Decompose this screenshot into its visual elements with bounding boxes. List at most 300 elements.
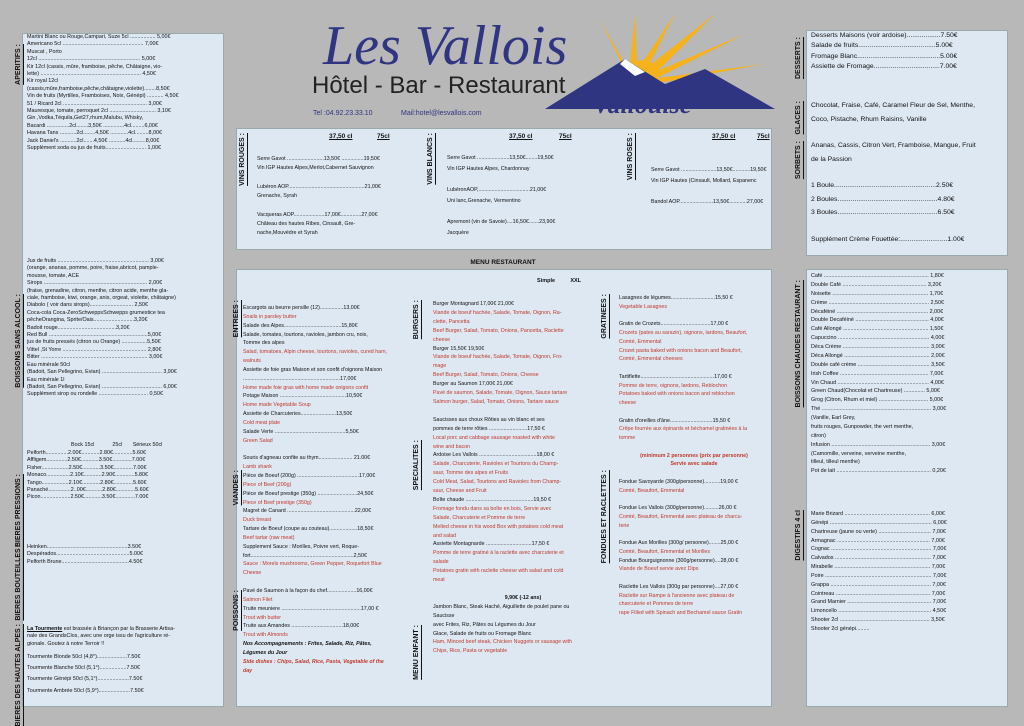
- list-item: Salmon Filet: [243, 596, 273, 603]
- list-item: Vegetable Lasagnes: [619, 303, 668, 310]
- list-item: Badoit rouge.......................................3,20€: [27, 324, 130, 331]
- list-item: Assiette de Charcuteries........................13,50€: [243, 411, 353, 418]
- list-menu-col3: [619, 294, 769, 618]
- section-sans-alcool: BOISSONS SANS ALCOOL :: [15, 294, 22, 388]
- list-item: charcuterie et Pommes de terre: [619, 601, 694, 608]
- list-digestifs: [811, 510, 1005, 634]
- brand-place: Vallouise: [593, 90, 692, 119]
- list-item: [619, 364, 769, 373]
- list-item: [243, 578, 423, 587]
- wine-roses-label: VINS ROSES :: [627, 133, 634, 181]
- list-item: Assiette de Fromage...................................7.00€: [811, 62, 957, 70]
- list-item: Château des hautes Ribes, Cinsault, Gre-: [257, 221, 356, 228]
- list-item: Apremont (vin de Savoie)....16,50€.......23,90€: [447, 219, 556, 226]
- list-item: [433, 585, 613, 594]
- list-item: Burger Montagnard 17,00€ 21,00€: [433, 301, 514, 307]
- section-aperitifs: APERITIFS :: [15, 44, 22, 85]
- list-item: Pomme de terre gratiné à la raclette avec charcuterie et: [433, 550, 564, 557]
- list-item: Truite aux Amandes ...................................18,00€: [243, 623, 360, 630]
- list-item: Heinken......................................................3.50€: [27, 544, 142, 550]
- tourmente-text-0: est brassée à Briançon par la Brasserie Artisa-: [63, 626, 175, 632]
- section-pression: BIERES PRESSIONS :: [15, 474, 22, 548]
- menu-title: MENU RESTAURANT: [470, 259, 536, 266]
- list-item: Crème ................................................................... 2,50€: [811, 299, 945, 306]
- list-item: terie: [619, 522, 630, 529]
- list-item: (Vanille, Earl Grey,: [811, 415, 856, 421]
- list-item: Grenache, Syrah: [257, 193, 298, 200]
- list-item: Boîte chaude ..............................................19,50 €: [433, 496, 552, 503]
- list-item: Despérados.................................................5.00€: [27, 551, 143, 558]
- list-item: Picon....................2.50€............3.50€.............7.00€: [27, 494, 149, 501]
- tourmente-text-1: nale des GrandsClos, avec une orge issu de l'agriculture ré-: [27, 633, 171, 640]
- list-item: Ananas, Cassis, Citron Vert, Framboise, Mangue, Fruit: [811, 142, 976, 149]
- list-item: Kir 12cl (cassis, mûre, framboise, pêche, Châtaigne, vio-: [27, 63, 163, 70]
- list-item: Glace, Salade de fruits ou Fromage Blanc: [433, 630, 532, 637]
- brand-mail: Mail:hotel@lesvallois.com: [401, 110, 482, 117]
- hautes-alpes-intro: [27, 626, 219, 648]
- list-item: [811, 220, 1005, 234]
- logo: [305, 14, 775, 124]
- list-item: Vin IGP Hautes Alpes,Merlot,Cabernet Sauvignon: [257, 165, 374, 172]
- list-item: Saucisse: [433, 612, 455, 619]
- list-item: mage: [433, 363, 447, 370]
- list-item: Décaféiné ............................................................. 2,00€: [811, 308, 944, 315]
- list-item: fort......................................................................2,50€: [243, 552, 367, 559]
- list-item: Snails in parsley butter: [243, 313, 297, 320]
- list-item: Bandol AOP.......................13,50€............27,00€: [651, 199, 764, 206]
- list-item: Pelforth Brune.............................................4.50€: [27, 558, 143, 565]
- list-item: Side dishes : Chips, Salad, Rice, Pasta, Vegetable of the: [243, 658, 384, 665]
- list-item: Bitter ....................................................................... 3,00€: [27, 354, 163, 361]
- list-aperitifs: [27, 34, 219, 153]
- list-item: Local porc and cabbage sausage roasted with white: [433, 434, 555, 441]
- list-item: Vin IGP Hautes (Cinsault, Mollard, Espanenc: [651, 177, 757, 184]
- wine-rouges-label: VINS ROUGES :: [239, 133, 246, 186]
- list-item: Red Bull ..................................................................5,00€: [27, 332, 162, 339]
- list-item: Serre Gavot ........................13,50€............19,50€: [651, 167, 767, 173]
- list-item: Servie avec salade: [670, 461, 718, 468]
- list-item: (Badoit, San Pellegrino, Evian) ........................................ 6,00€: [27, 383, 177, 390]
- list-item: Salade des Alpes.......................................15,80€: [243, 322, 358, 329]
- list-item: Fisher..................2.50€............3.50€.............7.00€: [27, 464, 147, 471]
- list-item: (cassis,mûre,framboise,pêche,châtaigne,violette)........8,50€: [27, 85, 170, 92]
- list-item: Fondue Bourguignonne (300g/personne)....28,00 €: [619, 557, 739, 564]
- list-item: Déca Allongé ......................................................... 2,00€: [811, 352, 945, 359]
- list-item: Diabolo ( voir dans sirops)............................. 2,50€: [27, 302, 149, 309]
- list-item: Mirabelle ................................................................ 7,00€: [811, 564, 946, 571]
- list-item: Noisette ................................................................ 1,70€: [811, 290, 944, 297]
- list-item: Déca Crème .......................................................... 3,00€: [811, 344, 945, 350]
- section-glaces: GLACES :: [795, 101, 802, 135]
- list-item: Pavé de Saumon à la façon du chef....................16,00€: [243, 588, 373, 594]
- list-item: rape Filled with Spinach and Bechamel sauce Gratin: [619, 610, 743, 616]
- list-item: Fondue Savoyarde (300g/personne)...........19,00 €: [619, 478, 738, 485]
- list-item: Tango..................2.10€............2.80€.............5.60€: [27, 479, 147, 486]
- list-item: Viande de boeuf hachée, Salade, Tomate, Oignon, Ra-: [433, 309, 562, 316]
- list-item: jus de fruits pressés (citron ou Orange) .................5,50€: [27, 339, 161, 346]
- list-item: Tartiflette..................................................17,00 €: [619, 373, 732, 380]
- simple-xxl: Simple XXL: [537, 278, 582, 284]
- list-item: Gratin de Crozets..................................17,00 €: [619, 321, 729, 328]
- list-item: Vacqueras AOP.....................17,00€..............27,00€: [257, 211, 378, 218]
- list-item: LubéronAOP,...................................21,00€: [447, 187, 547, 194]
- list-item: Jack Daniel's ...........2cl.......4,50€ ...........4cl.........8,00€: [27, 137, 160, 144]
- list-item: Jus de fruits ............................................................. 3,00€: [27, 258, 164, 264]
- list-item: Monaco................2.10€............2.90€.............5.80€: [27, 472, 149, 479]
- list-item: Vin IGP Hautes Alpes, Chardonnay: [447, 165, 530, 172]
- list-item: Grand Marnier ........................................................ 7,00€: [811, 599, 947, 606]
- list-item: Panaché...............2..00€...........2.80€.............5.60€: [27, 487, 149, 494]
- list-item: Jambon Blanc, Steak Haché, Aiguillette de poulet pane ou: [433, 603, 570, 610]
- section-burgers: BURGERS :: [413, 300, 420, 340]
- list-wines-rouges: [257, 155, 417, 239]
- list-item: [257, 201, 417, 210]
- list-item: Burger 15,50€ 19,50€: [433, 345, 485, 352]
- section-poissons: POISSONS :: [233, 590, 240, 631]
- section-hautes-alpes: BIERES DES HAUTES ALPES :: [15, 624, 22, 726]
- list-item: Trout with butter: [243, 614, 282, 621]
- list-item: [433, 407, 613, 416]
- list-item: Piece of Beef prestige (350g): [243, 499, 312, 506]
- list-item: Potatoes baked with onions bacon and reblochon: [619, 391, 735, 398]
- list-item: Fromage fondu dans sa boîte en bois, Servie avec: [433, 505, 552, 512]
- list-item: Beef tartar (raw meat): [243, 534, 295, 541]
- list-item: cheese: [433, 336, 451, 343]
- list-item: de la Passion: [811, 155, 852, 163]
- list-item: Lamb shank: [243, 464, 272, 471]
- list-item: Pelforth...............2.00€............2.80€.............5.60€: [27, 450, 146, 456]
- list-item: Home made Vegetable Soup: [243, 402, 311, 409]
- list-item: Vittel ,St Yorre ........................................................ 2,80€: [27, 346, 162, 353]
- list-item: Beef Burger, Salad, Tomato, Onions, Cheese: [433, 372, 539, 379]
- wines-panel: [236, 128, 772, 250]
- list-item: [619, 443, 769, 452]
- section-gratinees: GRATINEES :: [601, 294, 608, 339]
- list-item: Grappa ................................................................... 7,00€: [811, 581, 946, 588]
- list-item: Shooter 2cl ............................................................ 3,50€: [811, 617, 945, 624]
- list-item: Sirops ..................................................................... 2,00€: [27, 280, 163, 287]
- list-item: Supplement Sauce : Morilles, Poivre vert, Roque-: [243, 543, 359, 550]
- list-item: Kir royal 12cl: [27, 78, 59, 85]
- list-item: Marie Brizard ......................................................... 6,00€: [811, 511, 945, 517]
- list-item: ciale, framboise, kiwi, orange, anis, orgeat, violette, châtaigne): [27, 295, 176, 302]
- list-item: Tomme des alpes: [243, 340, 285, 347]
- list-bouteilles: [27, 544, 219, 566]
- wine-blancs-label: VINS BLANCS :: [427, 133, 434, 185]
- list-item: clette, Pancetta: [433, 318, 470, 325]
- list-item: lette) ................................................................... 4,50€: [27, 71, 156, 78]
- list-item: (Badoit, San Pellegrino, Evian) ........................................ 3,90€: [27, 369, 177, 376]
- list-item: Comté, Emmental: [619, 338, 662, 345]
- list-item: Beef Burger, Salad, Tomato, Onions, Pancetta, Raclette: [433, 327, 564, 334]
- list-item: pommes de terre rôties ..........................17,50 €: [433, 425, 545, 432]
- list-item: saur, Cheese and Fruit: [433, 488, 487, 495]
- list-item: Coca-cola Coca-ZeroSchweppsSchwepps grumestice tea: [27, 309, 165, 316]
- section-menu-enfant: MENU ENFANT :: [413, 625, 420, 680]
- tourmente-text-2: gionale. Goutez à notre Terroir !!: [27, 640, 105, 647]
- list-item: Café ...................................................................... 1,80€: [811, 273, 944, 279]
- list-item: Tourmente Blanche 50cl (5,1°)..................7.50€: [27, 665, 141, 672]
- list-item: [257, 174, 417, 183]
- list-item: Cold Meat, Salad, Tourtons and Ravioles from Champ-: [433, 479, 562, 486]
- list-item: [651, 186, 771, 197]
- list-item: Uni lanc,Grenache, Vermentino: [447, 197, 521, 204]
- section-chaudes: BOISSONS CHAUDES RESTAURANT :: [795, 280, 802, 408]
- list-item: [619, 312, 769, 321]
- list-item: [619, 495, 769, 504]
- list-item: ..................................................................17,00€: [243, 375, 357, 382]
- list-item: Potatoes gratin with raclette cheese with salad and cold: [433, 568, 564, 575]
- pression-head: Bock 15cl 25cl Sérieux 50cl: [71, 442, 163, 448]
- list-item: Café Allongé ......................................................... 1,50€: [811, 326, 944, 333]
- list-item: salade: [433, 559, 449, 566]
- list-sans-alcool: [27, 258, 219, 399]
- section-digestifs: DIGESTIFS 4 cl: [795, 510, 802, 561]
- list-item: Lasagnes de légumes..............................15,50 €: [619, 295, 733, 301]
- list-item: Tartare de Boeuf (coupe au couteau)...................18,50€: [243, 526, 374, 533]
- list-item: Assiette de foie gras Maison et son confit d'oignons Maison: [243, 366, 383, 373]
- list-item: Cointreau ............................................................... 7,00€: [811, 590, 946, 597]
- list-item: Viande de Boeuf servie avec Dips: [619, 566, 699, 573]
- list-item: Fondue Aux Morilles (300g/ personne)........25,00 €: [619, 540, 739, 546]
- list-item: Double Café ........................................................ 3,20€: [811, 281, 942, 288]
- list-item: (orange, ananas, pomme, poire, fraise,abricot, pample-: [27, 265, 159, 272]
- list-item: Chartreuse (jaune ou verte) ................................... 7,00€: [811, 528, 946, 535]
- list-item: Comté, Beaufort, Emmental et Morilles: [619, 548, 710, 555]
- list-item: Double Decaféiné ................................................. 4,00€: [811, 317, 944, 324]
- list-item: 12cl .................................................................... 5,00€: [27, 56, 156, 63]
- right-bottom-panel: [795, 269, 1008, 707]
- list-item: Eau minérale 50cl: [27, 361, 71, 368]
- section-desserts: DESSERTS :: [795, 37, 802, 80]
- list-item: Gratin d'oreilles d'âne.............................15,50 €: [619, 417, 731, 424]
- list-item: Salad, tomatoes, Alpin cheese, tourtons, ravioles, cured ham,: [243, 349, 387, 356]
- list-item: Raclette sur Rampe à l'ancienne avec plateau de: [619, 592, 735, 599]
- list-item: Ham, Minced beef steak, Chicken Nuggets or sausage with: [433, 639, 572, 646]
- list-item: Raclette Les Vallois (300g par personne)....27,00 €: [619, 583, 739, 590]
- list-item: Nos Accompagnements : Frites, Salade, Riz, Pâtes,: [243, 641, 372, 648]
- list-item: Salade, Charcuterie et Pomme de terre: [433, 514, 526, 521]
- list-item: Martini Blanc ou Rouge,Campari, Suze 5cl ................. 5,00€: [27, 34, 171, 40]
- list-item: cheese: [619, 400, 637, 406]
- list-item: nache,Mouvèdre et Syrah: [257, 230, 318, 237]
- list-menu-col2: [433, 300, 613, 656]
- list-item: Cognac ................................................................... 7,00€: [811, 546, 947, 553]
- list-item: Génépi .................................................................... 6,00€: [811, 519, 947, 526]
- list-item: tomme: [619, 435, 636, 441]
- list-wines-blancs: [447, 153, 607, 239]
- list-item: Crozet pasta baked with onions bacon and Beaufort,: [619, 347, 743, 354]
- list-item: Truite meuniere ......................................................17,00 €: [243, 605, 379, 612]
- list-item: [447, 174, 607, 185]
- list-item: Comté, Beaufort, Emmental: [619, 487, 685, 494]
- tourmente-title: La Tourmente: [27, 626, 63, 632]
- list-item: Viande de boeuf hachée, Salade, Tomate, Oignon, Fro-: [433, 354, 563, 361]
- list-item: day: [243, 667, 253, 674]
- list-item: citron): [811, 432, 826, 439]
- list-item: Tourmente Génépi 50cl (5,1°).....................7.50€: [27, 676, 143, 683]
- list-item: Supplément sirop ou rondelle ................................. 0,50€: [27, 391, 164, 398]
- list-item: Salade, Charcuterie, Ravioles et Tourtons du Champ-: [433, 461, 559, 468]
- section-viandes: VIANDES :: [233, 470, 240, 506]
- wine-rouges-col2: 75cl: [377, 133, 390, 140]
- list-item: Chocolat, Fraise, Café, Caramel Fleur de Sel, Menthe,: [811, 102, 975, 109]
- list-item: Serre Gavot .........................13,50€ ...............19,50€: [257, 156, 380, 162]
- list-item: meat: [433, 577, 445, 584]
- list-item: Salade de fruits.........................................5.00€: [811, 42, 953, 50]
- list-item: Poire ....................................................................... 7,00€: [811, 572, 947, 579]
- list-item: 1 Boule......................................................2.50€: [811, 182, 954, 189]
- list-item: fruits rouges, Gunpowder, the vert menthe,: [811, 423, 914, 430]
- list-item: Crozets (pates au sarazin), oignons, lardons, Beaufort,: [619, 330, 748, 336]
- brand-tagline: Hôtel - Bar - Restaurant: [312, 72, 566, 99]
- list-item: Potage Maison .............................................10,50€: [243, 393, 363, 400]
- list-item: Burger au Saumon 17,00€ 21,00€: [433, 381, 513, 388]
- list-item: Limoncello .............................................................. 4,50€: [811, 608, 947, 615]
- section-sorbets: SORBETS :: [795, 141, 802, 180]
- list-item: Trout with Almonds: [243, 632, 288, 639]
- list-item: Serre Gavot ......................13,50€........19,50€: [447, 155, 554, 161]
- list-item: Saucisses aux choux Rôties au vin blanc et ses: [433, 416, 545, 423]
- list-pression: [27, 450, 219, 502]
- list-item: Pavé de saumon, Salade, Tomate, Oignon, Sauce tartare: [433, 390, 568, 397]
- section-entrees: ENTREES :: [233, 300, 240, 338]
- list-item: 9,90€ (-12 ans): [504, 594, 542, 601]
- list-item: saur, Tomme des alpes et Fruits: [433, 470, 508, 477]
- list-item: Americano 5cl ...................................................... 7,00€: [27, 41, 159, 48]
- list-item: Escargots au beurre persille (12)................13,00€: [243, 305, 360, 311]
- list-item: mousse, tomate, ACE: [27, 272, 80, 279]
- list-boules: [811, 179, 1005, 247]
- wine-roses-col1: 37,50 cl: [712, 133, 736, 140]
- list-item: Cold meat plate: [243, 419, 281, 426]
- left-panel: [15, 33, 224, 726]
- list-item: tilleul, tilleul menthe): [811, 459, 860, 466]
- list-item: Bacardi ...............2cl........3,50€ ..............4cl.........6,00€: [27, 122, 158, 129]
- list-item: Pièce de Boeuf (200g) ..........................................17,00€: [243, 473, 376, 480]
- list-chaudes: [811, 272, 1005, 476]
- brand-name: Les Vallois: [323, 15, 568, 77]
- list-item: Cheese: [243, 570, 262, 577]
- brand-tel: Tel :04.92.23.33.10: [313, 110, 373, 117]
- list-item: Pomme de terre, oignons, lardons, Reblochon: [619, 382, 728, 389]
- list-item: Double café crème ................................................ 3,50€: [811, 361, 945, 368]
- list-item: Légumes du Jour: [243, 649, 288, 656]
- list-item: Home made foie gras with home made onigons confit: [243, 384, 369, 391]
- section-fondues: FONDUES ET RACLETTES :: [601, 470, 608, 564]
- list-item: Mauresque, tomate, perroquet 2cl ............................... 3,10€: [27, 108, 171, 115]
- list-item: Shooter 2cl génépi.........: [811, 625, 870, 632]
- list-item: Tourmente Ambrée 50cl (5,9°).....................7.50€: [27, 687, 144, 694]
- list-item: Ardoise Les Vallois .......................................18,00 €: [433, 452, 555, 459]
- list-item: Muscat , Porto: [27, 48, 62, 55]
- list-item: Salade, tomates, tourtons, ravioles, jambon cru, noix,: [243, 331, 368, 338]
- list-item: Calvados ................................................................ 7,00€: [811, 555, 946, 562]
- list-item: Green Salad: [243, 437, 273, 444]
- list-item: Lubéron AOP....................................................21,00€: [257, 183, 381, 190]
- list-item: (fraise, grenadine, citron, menthe, citron acide, menthe gla-: [27, 287, 169, 294]
- list-item: Thé ......................................................................... 3,00€: [811, 406, 947, 413]
- list-item: Affligem..............2.50€............3.50€.............7.00€: [27, 457, 146, 464]
- list-item: Grog (Citron, Rhum et miel) ................................. 5,00€: [811, 397, 944, 404]
- list-item: Fromage Blanc............................................5.00€: [811, 52, 958, 60]
- list-item: avec Frites, Riz, Pâtes ou Légumes du Jour: [433, 621, 536, 628]
- list-item: Tourmente Blonde 50cl (4,8°)....................7.50€: [27, 654, 141, 660]
- list-item: Comté, Emmental cheeses: [619, 356, 683, 363]
- list-item: 51 / Ricard 2cl ........................................................ 3,00€: [27, 100, 162, 107]
- list-sorbets: [811, 139, 1005, 166]
- list-item: [619, 530, 769, 539]
- list-item: Irish Coffee ........................................................... 7,00€: [811, 370, 944, 377]
- list-item: pêcheOrangina, Sprite/Oais...........................3,20€: [27, 317, 148, 324]
- list-item: [619, 408, 769, 417]
- list-item: wine and bacon: [433, 443, 471, 450]
- list-item: Chips, Rice, Pasta or vegetable: [433, 648, 508, 655]
- list-item: Pièce de Boeuf prestige (350g) ...........................24,50€: [243, 490, 374, 497]
- list-item: [243, 446, 423, 455]
- list-item: Green Chaud(Chocolat et Chartreuse) .............. 5,00€: [811, 388, 940, 395]
- list-item: Infusion .................................................................. 3,00€: [811, 441, 946, 448]
- list-item: Souris d'agneau confite au thym....................... 21.00€: [243, 455, 371, 462]
- list-item: Armagnac .............................................................. 7,00€: [811, 537, 945, 544]
- list-item: Melted cheese in his wood Box with potatoes cold meat: [433, 523, 564, 530]
- list-item: Capuccino ............................................................. 4,00€: [811, 335, 945, 342]
- list-item: Salade Verte ................................................5,50€: [243, 428, 359, 435]
- list-item: Duck breast: [243, 517, 272, 524]
- list-item: Gin ,Vodka,Téquila,Get27,rhum,Malubu, Whisky,: [27, 115, 144, 122]
- list-item: (minimum 2 personnes (prix par personne): [640, 452, 748, 459]
- list-item: Supplément soda ou jus de fruits........................... 1,00€: [27, 145, 161, 152]
- list-item: Eau minérale 1l: [27, 376, 65, 383]
- section-specialites: SPECIALITES :: [413, 440, 420, 491]
- list-item: walnuts: [243, 358, 261, 365]
- list-item: Sauce : Morels mushrooms, Green Pepper, Roquefort Blue: [243, 561, 382, 568]
- list-item: Coco, Pistache, Rhum Raisins, Vanille: [811, 115, 927, 123]
- list-item: Fondue Les Vallois (300g/personne)..........26,00 €: [619, 505, 737, 511]
- list-item: Havana Tans ...........2cl........4,50€ ............4cl.........8,00€: [27, 130, 163, 137]
- wine-blancs-col2: 75cl: [559, 133, 572, 140]
- list-item: Supplément Crème Fouettée:.........................1.00€: [811, 236, 965, 243]
- list-item: Comté, Beaufort, Emmental avec plateau de charcu-: [619, 513, 743, 520]
- wine-roses-col2: 75cl: [757, 133, 770, 140]
- list-desserts: [811, 31, 1005, 72]
- list-item: Vin Chaud ............................................................. 4,00€: [811, 379, 944, 386]
- right-top-panel: [795, 30, 1008, 256]
- list-item: Crêpe fourrée aux épinards et béchamel gratinées à la: [619, 426, 748, 433]
- list-hautes-alpes: [27, 652, 219, 697]
- list-item: [619, 469, 769, 478]
- list-item: Assiette Montagnarde ...............................17,50 €: [433, 541, 550, 548]
- list-item: Vin de fruits (Myrtilles, Framboises, Noix, Génépi) ........... 4,50€: [27, 93, 179, 100]
- list-item: Desserts Maisons (voir ardoise)..................7.50€: [811, 32, 958, 39]
- list-item: Pot de lait ............................................................... 0,20€: [811, 468, 946, 475]
- list-item: [447, 207, 607, 218]
- list-item: (Camomille, verveine, verveine menthe,: [811, 450, 906, 457]
- list-item: Jacquère: [447, 229, 469, 236]
- list-item: 3 Boules.....................................................6.50€: [811, 209, 955, 216]
- wine-blancs-col1: 37,50 cl: [509, 133, 533, 140]
- list-item: 2 Boules.....................................................4.80€: [811, 195, 955, 203]
- list-menu-col1: [243, 304, 423, 675]
- list-item: Piece of Beef (200g): [243, 481, 292, 488]
- list-item: Salmon burger, Salad, Tomato, Onions, Tartare sauce: [433, 398, 559, 405]
- list-item: [619, 574, 769, 583]
- list-glaces: [811, 99, 1005, 126]
- section-bouteilles: BIERES BOUTEILLES :: [15, 544, 22, 621]
- list-wines-roses: [651, 165, 771, 208]
- wine-rouges-col1: 37,50 cl: [329, 133, 353, 140]
- list-item: and salad: [433, 532, 456, 539]
